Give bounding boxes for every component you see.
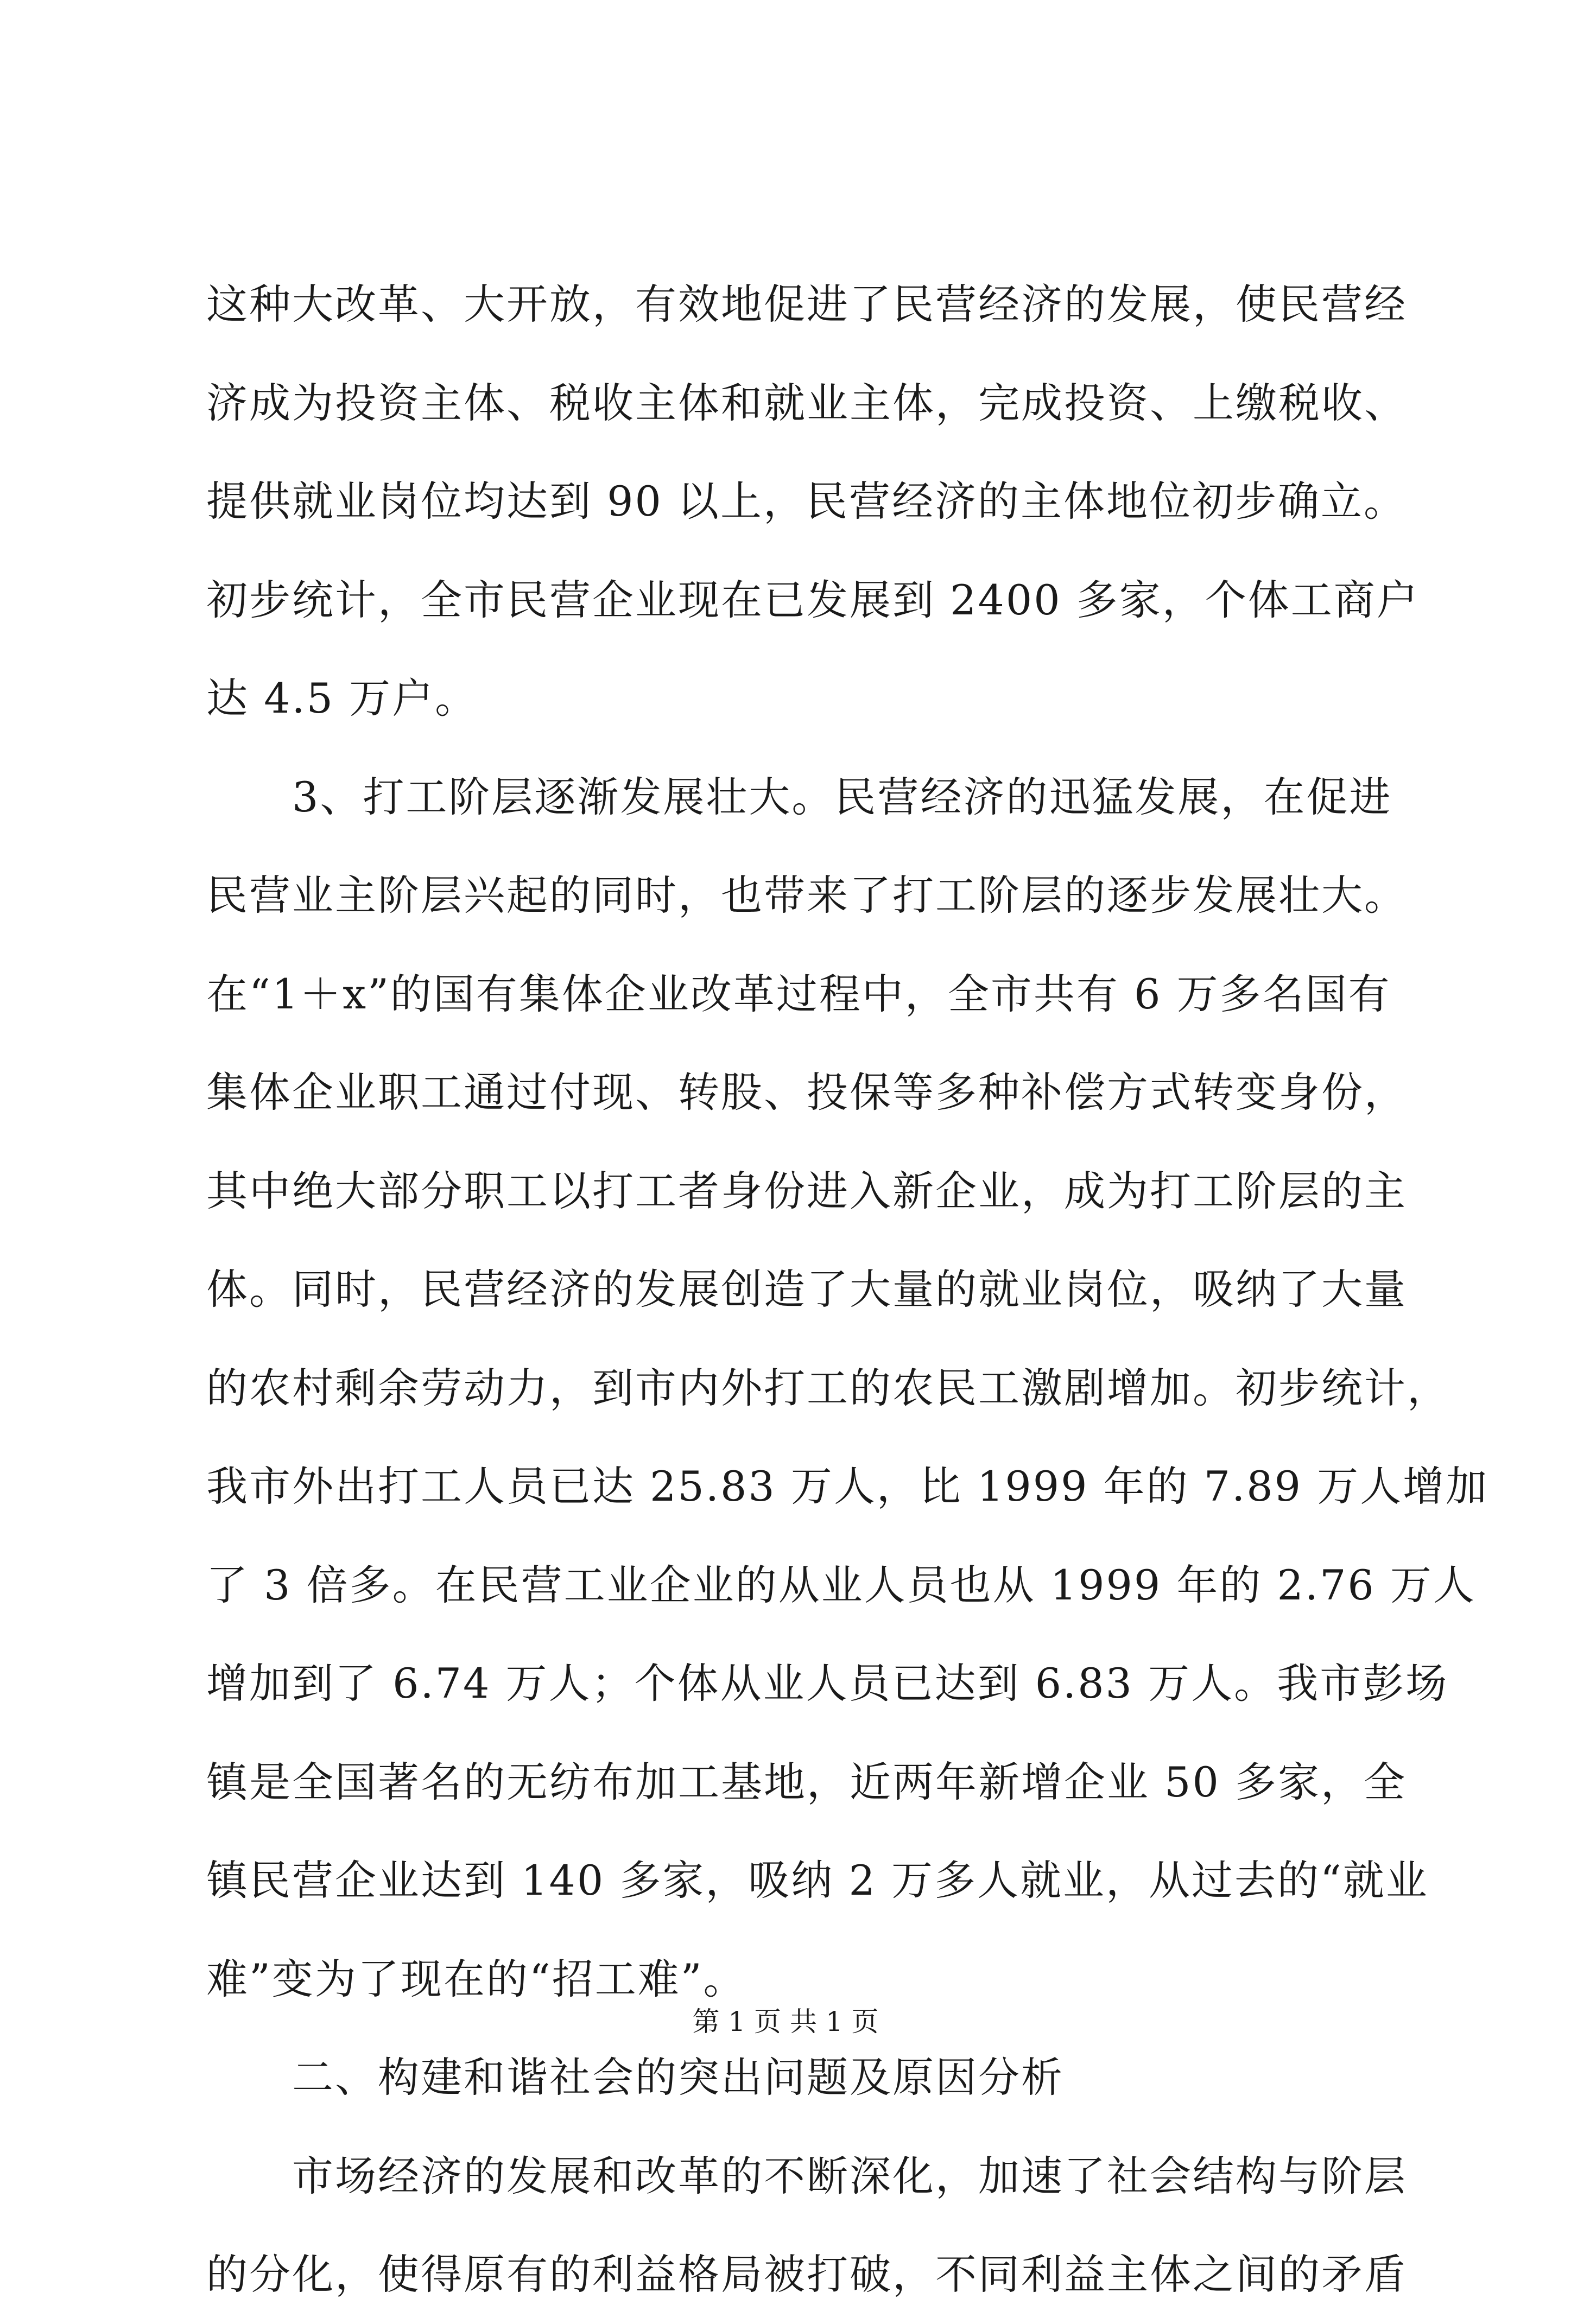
text-line: 达 4.5 万户。 (206, 674, 478, 722)
text-line: 的农村剩余劳动力，到市内外打工的农民工激剧增加。初步统计， (206, 1363, 1450, 1412)
text-line: 了 3 倍多。在民营工业企业的从业人员也从 1999 年的 2.76 万人 (206, 1560, 1476, 1609)
text-line: 体。同时，民营经济的发展创造了大量的就业岗位，吸纳了大量 (206, 1265, 1407, 1313)
text-line: 3、打工阶层逐渐发展壮大。民营经济的迅猛发展，在促进 (206, 772, 1392, 821)
text-line: 市场经济的发展和改革的不断深化，加速了社会结构与阶层 (206, 2151, 1407, 2200)
text-line: 济成为投资主体、税收主体和就业主体，完成投资、上缴税收、 (206, 378, 1407, 427)
page-number: 第 1 页 共 1 页 (692, 2006, 879, 2037)
text-line: 在“1＋x”的国有集体企业改革过程中，全市共有 6 万多名国有 (206, 969, 1391, 1018)
text-line: 这种大改革、大开放，有效地促进了民营经济的发展，使民营经 (206, 280, 1407, 328)
text-line: 镇是全国著名的无纺布加工基地，近两年新增企业 50 多家，全 (206, 1757, 1407, 1806)
text-line: 难”变为了现在的“招工难”。 (206, 1954, 746, 2003)
text-line: 的分化，使得原有的利益格局被打破，不同利益主体之间的矛盾 (206, 2250, 1407, 2298)
text-line: 其中绝大部分职工以打工者身份进入新企业，成为打工阶层的主 (206, 1166, 1407, 1215)
text-line: 初步统计，全市民营企业现在已发展到 2400 多家，个体工商户 (206, 575, 1420, 624)
text-line: 集体企业职工通过付现、转股、投保等多种补偿方式转变身份， (206, 1068, 1407, 1116)
text-line: 民营业主阶层兴起的同时，也带来了打工阶层的逐步发展壮大。 (206, 871, 1407, 919)
text-line: 镇民营企业达到 140 多家，吸纳 2 万多人就业，从过去的“就业 (206, 1856, 1429, 1904)
text-line: 我市外出打工人员已达 25.83 万人，比 1999 年的 7.89 万人增加 (206, 1462, 1489, 1510)
page-footer (0, 2003, 1571, 2041)
text-line: 增加到了 6.74 万人；个体从业人员已达到 6.83 万人。我市彭场 (206, 1659, 1449, 1707)
section-heading: 二、构建和谐社会的突出问题及原因分析 (206, 2053, 1064, 2101)
text-line: 提供就业岗位均达到 90 以上，民营经济的主体地位初步确立。 (206, 477, 1407, 525)
